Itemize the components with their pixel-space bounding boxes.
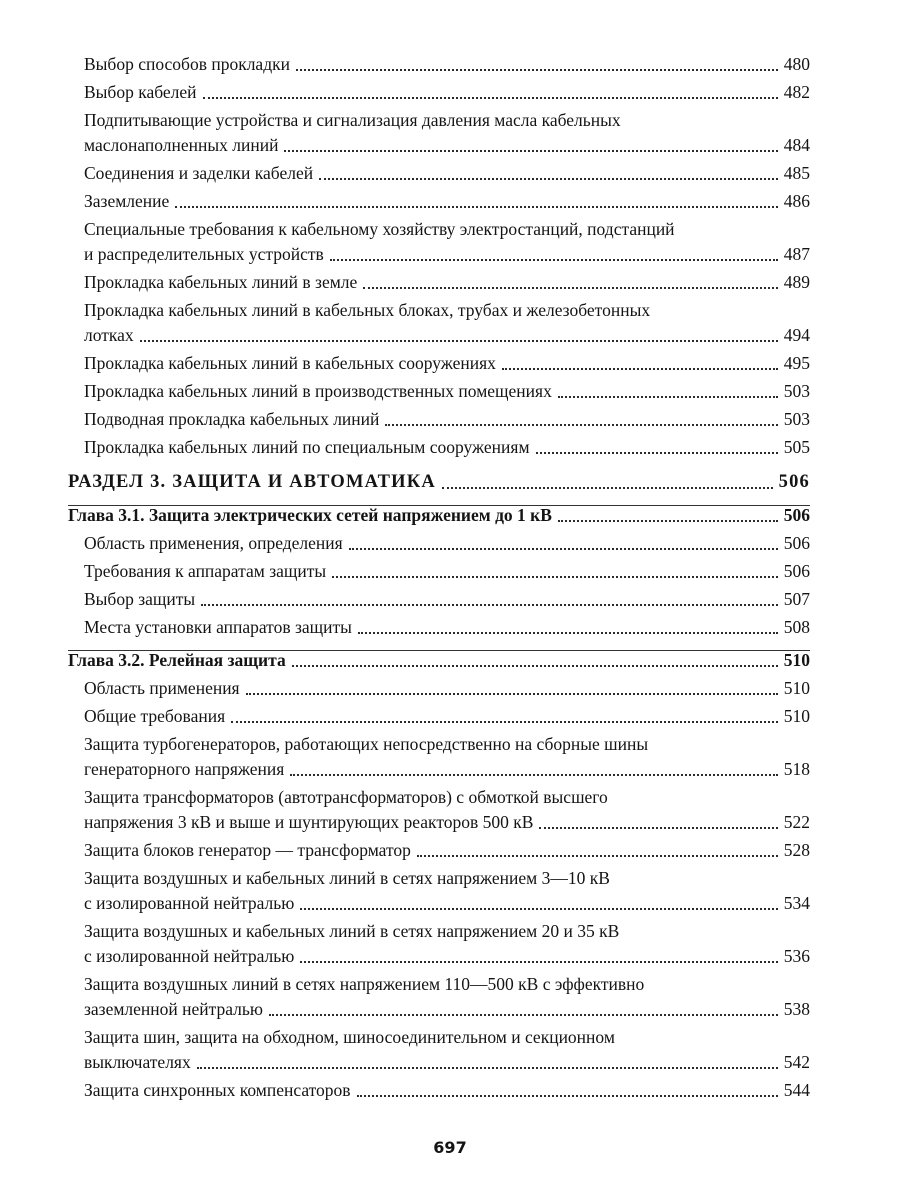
table-of-contents <box>68 52 810 1103</box>
toc-page-number: 506 <box>783 505 810 525</box>
toc-entry <box>68 810 810 835</box>
toc-entry-title: Защита воздушных и кабельных линий в сетях напряжением 3—10 кВ <box>84 868 610 888</box>
toc-entry <box>68 351 810 376</box>
dot-leader <box>175 206 777 208</box>
toc-entry-title: Защита воздушных линий в сетях напряжением 110—500 кВ с эффективно <box>84 974 645 994</box>
toc-page-number: 528 <box>783 840 810 860</box>
toc-page-number: 510 <box>783 650 810 670</box>
toc-entry-title: Общие требования <box>84 706 226 726</box>
toc-entry-title: Заземление <box>84 191 170 211</box>
page-number: 697 <box>433 1138 467 1157</box>
toc-page-number: 487 <box>783 244 810 264</box>
toc-entry-line <box>68 108 810 133</box>
toc-entry-title: напряжения 3 кВ и выше и шунтирующих реакторов 500 кВ <box>84 812 534 832</box>
toc-entry-title: Защита шин, защита на обходном, шиносоединительном и секционном <box>84 1027 615 1047</box>
toc-entry <box>68 161 810 186</box>
toc-entry <box>68 838 810 863</box>
toc-entry-title: Требования к аппаратам защиты <box>84 561 327 581</box>
toc-entry-title: Защита воздушных и кабельных линий в сетях напряжением 20 и 35 кВ <box>84 921 620 941</box>
toc-page-number: 495 <box>783 353 810 373</box>
toc-entry <box>68 435 810 460</box>
dot-leader <box>349 548 778 550</box>
toc-page-number: 518 <box>783 759 810 779</box>
dot-leader <box>539 827 777 829</box>
toc-entry-title: с изолированной нейтралью <box>84 893 295 913</box>
toc-entry <box>68 503 810 528</box>
toc-entry-title: Подводная прокладка кабельных линий <box>84 409 380 429</box>
toc-page-number: 494 <box>783 325 810 345</box>
toc-entry <box>68 559 810 584</box>
dot-leader <box>357 1095 778 1097</box>
toc-entry-title: Область применения <box>84 678 240 698</box>
toc-entry-title: Защита трансформаторов (автотрансформаторов) с обмоткой высшего <box>84 787 608 807</box>
dot-leader <box>330 259 778 261</box>
toc-page-number: 510 <box>783 678 810 698</box>
toc-page-number: 506 <box>778 472 810 492</box>
toc-page-number: 544 <box>783 1080 810 1100</box>
toc-entry-title: Выбор способов прокладки <box>84 54 290 74</box>
toc-entry-title: маслонаполненных линий <box>84 135 279 155</box>
toc-entry <box>68 323 810 348</box>
toc-entry-title: Места установки аппаратов защиты <box>84 617 352 637</box>
toc-page-number: 534 <box>783 893 810 913</box>
toc-entry <box>68 944 810 969</box>
toc-entry-line <box>68 732 810 757</box>
toc-entry-title: Прокладка кабельных линий в производственных помещениях <box>84 381 552 401</box>
toc-entry-line <box>68 1025 810 1050</box>
toc-entry-line <box>68 298 810 323</box>
dot-leader <box>300 961 777 963</box>
toc-entry <box>68 80 810 105</box>
toc-page-number: 538 <box>783 999 810 1019</box>
toc-page-number: 484 <box>783 135 810 155</box>
dot-leader <box>385 424 777 426</box>
toc-entry-title: лотках <box>84 325 134 345</box>
toc-page-number: 536 <box>783 946 810 966</box>
dot-leader <box>442 487 773 489</box>
toc-entry-title: генераторного напряжения <box>84 759 285 779</box>
toc-entry-title: Защита турбогенераторов, работающих непосредственно на сборные шины <box>84 734 649 754</box>
toc-page-number: 508 <box>783 617 810 637</box>
toc-entry <box>68 1050 810 1075</box>
dot-leader <box>269 1014 778 1016</box>
toc-page-number: 505 <box>783 437 810 457</box>
toc-entry-title: Прокладка кабельных линий в земле <box>84 272 358 292</box>
dot-leader <box>332 576 778 578</box>
toc-page-number: 503 <box>783 381 810 401</box>
toc-page-number: 489 <box>783 272 810 292</box>
toc-entry <box>68 407 810 432</box>
dot-leader <box>290 774 777 776</box>
toc-entry-line <box>68 972 810 997</box>
dot-leader <box>292 665 778 667</box>
dot-leader <box>201 604 778 606</box>
dot-leader <box>300 908 777 910</box>
dot-leader <box>502 368 778 370</box>
toc-page-number: 486 <box>783 191 810 211</box>
toc-entry <box>68 52 810 77</box>
toc-entry-title: Выбор защиты <box>84 589 196 609</box>
toc-entry <box>68 242 810 267</box>
dot-leader <box>197 1067 778 1069</box>
divider <box>68 650 810 651</box>
toc-entry-title: Область применения, определения <box>84 533 343 553</box>
dot-leader <box>558 396 778 398</box>
dot-leader <box>358 632 778 634</box>
toc-entry-title: Прокладка кабельных линий в кабельных блоках, трубах и железобетонных <box>84 300 651 320</box>
toc-entry <box>68 1078 810 1103</box>
toc-entry-title: Соединения и заделки кабелей <box>84 163 314 183</box>
toc-entry-title: Глава 3.1. Защита электрических сетей напряжением до 1 кВ <box>68 505 552 525</box>
dot-leader <box>536 452 778 454</box>
toc-page-number: 510 <box>783 706 810 726</box>
toc-page-number: 506 <box>783 561 810 581</box>
toc-entry-title: Глава 3.2. Релейная защита <box>68 650 286 670</box>
toc-entry-line <box>68 785 810 810</box>
toc-page-number: 506 <box>783 533 810 553</box>
dot-leader <box>558 520 778 522</box>
dot-leader <box>284 150 777 152</box>
toc-page-number: 507 <box>783 589 810 609</box>
toc-page-number: 522 <box>783 812 810 832</box>
toc-entry <box>68 189 810 214</box>
divider <box>68 505 810 506</box>
toc-page-number: 480 <box>783 54 810 74</box>
toc-entry <box>68 587 810 612</box>
toc-entry <box>68 757 810 782</box>
toc-entry-title: Защита блоков генератор — трансформатор <box>84 840 411 860</box>
toc-entry-title: Подпитывающие устройства и сигнализация давления масла кабельных <box>84 110 621 130</box>
toc-entry-title: РАЗДЕЛ 3. ЗАЩИТА И АВТОМАТИКА <box>68 472 436 492</box>
dot-leader <box>231 721 778 723</box>
toc-page-number: 485 <box>783 163 810 183</box>
dot-leader <box>319 178 778 180</box>
toc-entry <box>68 648 810 673</box>
toc-page-number: 542 <box>783 1052 810 1072</box>
toc-entry-title: и распределительных устройств <box>84 244 324 264</box>
toc-entry-line <box>68 217 810 242</box>
toc-entry-title: заземленной нейтралью <box>84 999 263 1019</box>
toc-entry <box>68 531 810 556</box>
toc-page-number: 482 <box>783 82 810 102</box>
dot-leader <box>296 69 778 71</box>
toc-entry <box>68 133 810 158</box>
toc-entry-line <box>68 866 810 891</box>
toc-entry-title: Специальные требования к кабельному хозяйству электростанций, подстанций <box>84 219 675 239</box>
toc-entry <box>68 470 810 495</box>
toc-entry-title: Защита синхронных компенсаторов <box>84 1080 351 1100</box>
toc-entry <box>68 997 810 1022</box>
dot-leader <box>246 693 778 695</box>
toc-entry <box>68 615 810 640</box>
dot-leader <box>140 340 778 342</box>
toc-entry <box>68 704 810 729</box>
toc-entry <box>68 270 810 295</box>
toc-entry <box>68 379 810 404</box>
toc-entry-title: Выбор кабелей <box>84 82 197 102</box>
dot-leader <box>417 855 778 857</box>
toc-entry-line <box>68 919 810 944</box>
toc-entry-title: Прокладка кабельных линий в кабельных сооружениях <box>84 353 496 373</box>
toc-entry-title: с изолированной нейтралью <box>84 946 295 966</box>
toc-entry-title: Прокладка кабельных линий по специальным сооружениям <box>84 437 530 457</box>
toc-entry <box>68 891 810 916</box>
toc-entry <box>68 676 810 701</box>
toc-entry-title: выключателях <box>84 1052 191 1072</box>
toc-page-number: 503 <box>783 409 810 429</box>
dot-leader <box>363 287 777 289</box>
dot-leader <box>203 97 778 99</box>
